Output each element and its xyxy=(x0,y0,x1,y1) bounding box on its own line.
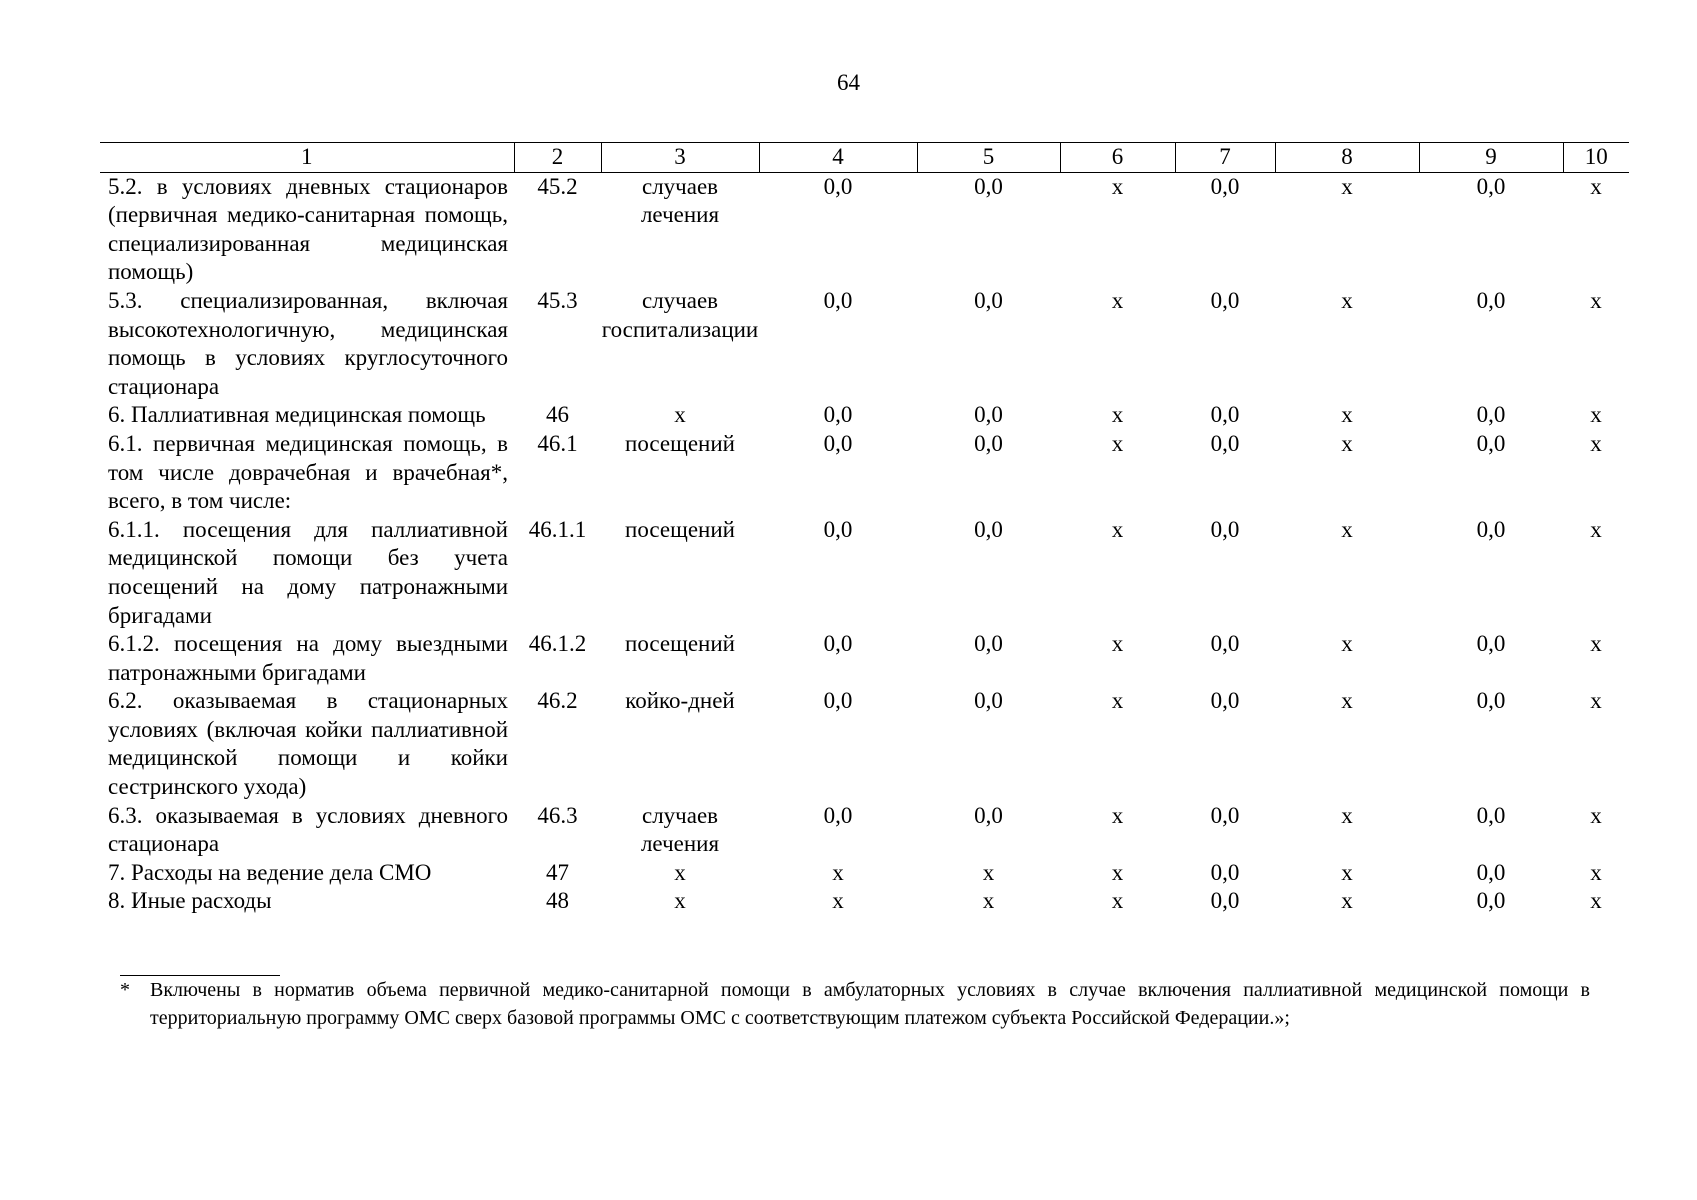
data-table xyxy=(100,142,1629,916)
table-row xyxy=(100,859,1629,888)
row-unit: случаев лечения xyxy=(640,802,720,857)
cell-value: х xyxy=(1341,688,1353,714)
cell-value: 0,0 xyxy=(823,802,853,828)
row-unit: посещений xyxy=(625,631,735,657)
row-unit: случаев госпитализации xyxy=(601,287,759,342)
row-code: 46.3 xyxy=(537,802,578,828)
cell-value: х xyxy=(1111,516,1124,542)
column-header: 3 xyxy=(601,143,759,173)
row-description: 6.2. оказываемая в стационарных условиях (включая койки паллиативной медицинской помощи и койки сестринского ухода) xyxy=(108,688,508,800)
footnote-text: Включены в норматив объема первичной медико-санитарной помощи в амбулаторных условиях в случае включения паллиативной медицинской помощи в территориальную программу ОМС сверх базовой программы ОМС с соответствующим платежом субъекта Российской Федерации.»; xyxy=(150,979,1590,1029)
cell-value: х xyxy=(1590,802,1602,828)
row-unit: случаев лечения xyxy=(640,173,720,228)
cell-value: 0,0 xyxy=(1210,888,1240,914)
footnote-mark: * xyxy=(120,979,130,1001)
row-description: 6.3. оказываемая в условиях дневного стационара xyxy=(108,802,508,857)
cell-value: 0,0 xyxy=(1476,430,1506,456)
cell-value: х xyxy=(1341,802,1353,828)
table-row xyxy=(100,687,1629,801)
column-header: 10 xyxy=(1563,143,1629,173)
cell-value: 0,0 xyxy=(1476,888,1506,914)
cell-value: х xyxy=(1111,430,1124,456)
cell-value: х xyxy=(1341,859,1353,885)
cell-value: 0,0 xyxy=(823,287,853,313)
cell-value: х xyxy=(1111,402,1124,428)
column-header: 2 xyxy=(514,143,601,173)
cell-value: 0,0 xyxy=(1476,516,1506,542)
row-code: 46.1.2 xyxy=(528,631,587,657)
cell-value: 0,0 xyxy=(1210,430,1240,456)
cell-value: х xyxy=(1590,287,1602,313)
row-code: 46.1 xyxy=(537,430,578,456)
cell-value: х xyxy=(1590,888,1602,914)
cell-value: х xyxy=(1111,287,1124,313)
cell-value: 0,0 xyxy=(823,402,853,428)
page-number: 64 xyxy=(837,70,860,95)
cell-value: х xyxy=(1111,802,1124,828)
cell-value: х xyxy=(1590,516,1602,542)
cell-value: х xyxy=(1590,688,1602,714)
cell-value: х xyxy=(1590,173,1602,199)
table-row xyxy=(100,172,1629,287)
cell-value: 0,0 xyxy=(1476,688,1506,714)
column-header: 9 xyxy=(1419,143,1563,173)
footnote xyxy=(120,976,1590,1032)
row-code: 46 xyxy=(546,402,569,428)
row-code: 45.3 xyxy=(537,287,578,313)
table-row xyxy=(100,516,1629,630)
row-code: 46.2 xyxy=(537,688,578,714)
row-description: 6.1. первичная медицинская помощь, в том числе доврачебная и врачебная*, всего, в том числе: xyxy=(108,430,508,514)
cell-value: 0,0 xyxy=(1210,173,1240,199)
table-row xyxy=(100,287,1629,401)
cell-value: х xyxy=(1341,173,1353,199)
column-header: 1 xyxy=(100,143,514,173)
cell-value: 0,0 xyxy=(1210,802,1240,828)
row-description: 8. Иные расходы xyxy=(108,888,272,914)
row-code: 46.1.1 xyxy=(528,516,587,542)
table-body xyxy=(100,172,1629,916)
column-header: 8 xyxy=(1275,143,1419,173)
cell-value: х xyxy=(1111,173,1124,199)
cell-value: х xyxy=(1341,402,1353,428)
cell-value: х xyxy=(1341,516,1353,542)
cell-value: х xyxy=(1111,859,1124,885)
column-header: 6 xyxy=(1060,143,1175,173)
table-header-row xyxy=(100,143,1629,173)
row-unit: х xyxy=(674,888,686,914)
row-unit: х xyxy=(674,859,686,885)
cell-value: 0,0 xyxy=(974,287,1003,313)
cell-value: х xyxy=(1590,859,1602,885)
cell-value: 0,0 xyxy=(974,516,1003,542)
cell-value: 0,0 xyxy=(823,173,853,199)
cell-value: х xyxy=(1590,430,1602,456)
cell-value: 0,0 xyxy=(1476,173,1506,199)
cell-value: х xyxy=(1111,631,1124,657)
cell-value: 0,0 xyxy=(1210,402,1240,428)
cell-value: 0,0 xyxy=(974,631,1003,657)
cell-value: 0,0 xyxy=(823,688,853,714)
cell-value: х xyxy=(1341,287,1353,313)
row-unit: х xyxy=(674,402,686,428)
cell-value: 0,0 xyxy=(1476,802,1506,828)
cell-value: х xyxy=(832,888,844,914)
table-row xyxy=(100,887,1629,916)
row-unit: посещений xyxy=(625,516,735,542)
cell-value: х xyxy=(1341,631,1353,657)
cell-value: 0,0 xyxy=(823,516,853,542)
table-row xyxy=(100,430,1629,516)
cell-value: х xyxy=(1590,402,1602,428)
cell-value: 0,0 xyxy=(1476,287,1506,313)
table-row xyxy=(100,401,1629,430)
cell-value: х xyxy=(1590,631,1602,657)
cell-value: х xyxy=(1111,688,1124,714)
row-description: 6.1.1. посещения для паллиативной медицинской помощи без учета посещений на дому патронажными бригадами xyxy=(108,516,508,628)
cell-value: 0,0 xyxy=(1210,287,1240,313)
cell-value: 0,0 xyxy=(974,802,1003,828)
cell-value: 0,0 xyxy=(1476,402,1506,428)
cell-value: 0,0 xyxy=(823,430,853,456)
cell-value: 0,0 xyxy=(974,402,1003,428)
cell-value: 0,0 xyxy=(1210,859,1240,885)
row-unit: койко-дней xyxy=(625,688,735,714)
row-description: 7. Расходы на ведение дела СМО xyxy=(108,859,432,885)
cell-value: х xyxy=(1111,888,1124,914)
row-description: 5.2. в условиях дневных стационаров (первичная медико-санитарная помощь, специализированная медицинская помощь) xyxy=(108,173,508,285)
column-header: 5 xyxy=(917,143,1060,173)
cell-value: 0,0 xyxy=(974,430,1003,456)
cell-value: 0,0 xyxy=(974,173,1003,199)
row-description: 6. Паллиативная медицинская помощь xyxy=(108,402,486,428)
cell-value: х xyxy=(982,859,995,885)
row-code: 48 xyxy=(546,888,569,914)
cell-value: 0,0 xyxy=(1210,516,1240,542)
cell-value: 0,0 xyxy=(823,631,853,657)
column-header: 7 xyxy=(1175,143,1275,173)
row-code: 45.2 xyxy=(537,173,578,199)
cell-value: х xyxy=(832,859,844,885)
cell-value: х xyxy=(1341,430,1353,456)
cell-value: 0,0 xyxy=(974,688,1003,714)
cell-value: 0,0 xyxy=(1210,688,1240,714)
table-row xyxy=(100,630,1629,687)
cell-value: 0,0 xyxy=(1476,631,1506,657)
column-header: 4 xyxy=(759,143,917,173)
row-code: 47 xyxy=(546,859,569,885)
cell-value: х xyxy=(1341,888,1353,914)
row-unit: посещений xyxy=(625,430,735,456)
table-row xyxy=(100,802,1629,859)
row-description: 5.3. специализированная, включая высокотехнологичную, медицинская помощь в условиях круглосуточного стационара xyxy=(108,287,508,399)
row-description: 6.1.2. посещения на дому выездными патронажными бригадами xyxy=(108,631,508,685)
cell-value: х xyxy=(982,888,995,914)
cell-value: 0,0 xyxy=(1210,631,1240,657)
cell-value: 0,0 xyxy=(1476,859,1506,885)
